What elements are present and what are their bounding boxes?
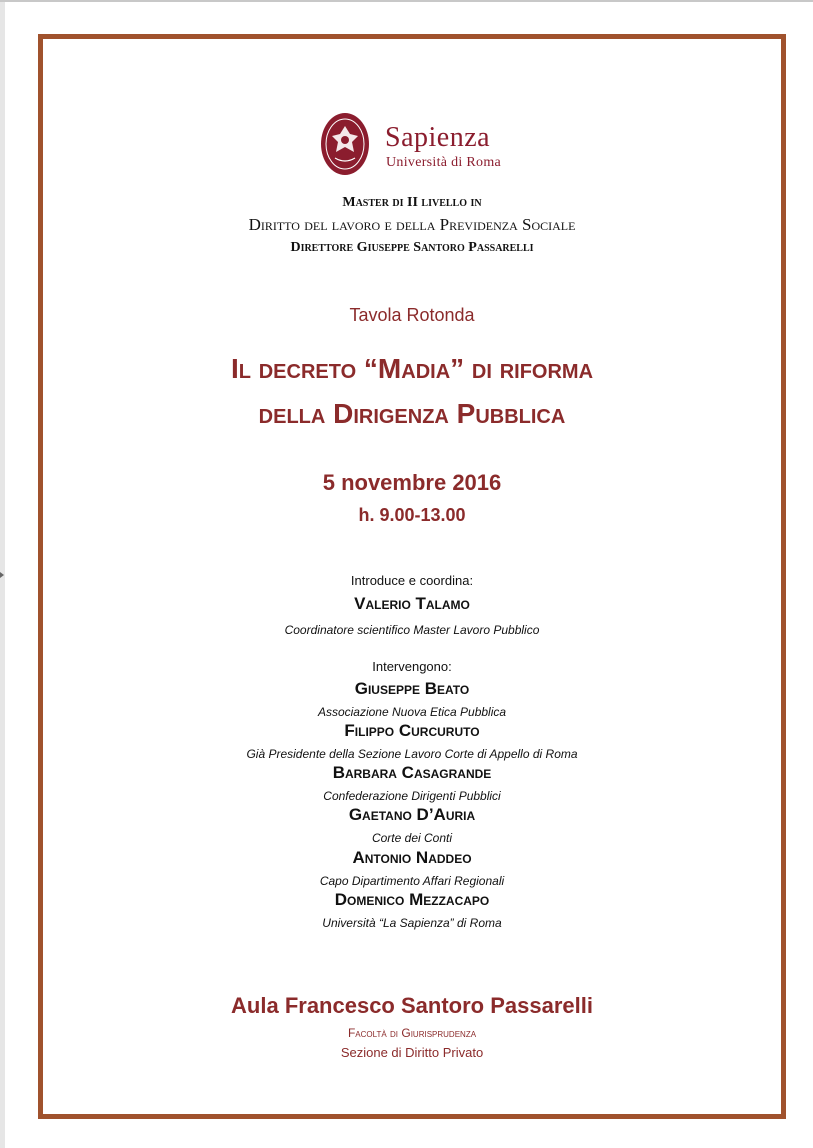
speaker-role: Università “La Sapienza” di Roma [322, 916, 502, 930]
master-director: Direttore Giuseppe Santoro Passarelli [290, 240, 534, 255]
flyer-frame [38, 34, 786, 1119]
master-program: Diritto del lavoro e della Previdenza Sociale [248, 215, 576, 234]
event-title-line2: della Dirigenza Pubblica [258, 398, 566, 429]
speaker-role: Già Presidente della Sezione Lavoro Corte di Appello di Roma [246, 747, 578, 761]
speaker-role: Capo Dipartimento Affari Regionali [319, 874, 505, 888]
master-level: Master di II livello in [342, 195, 482, 210]
moderator-role: Coordinatore scientifico Master Lavoro Pubblico [284, 623, 540, 637]
moderator-name: Valerio Talamo [354, 594, 470, 613]
university-seal-icon [320, 112, 370, 176]
venue-faculty: Facoltà di Giurisprudenza [347, 1026, 477, 1040]
speaker-name: Giuseppe Beato [354, 679, 470, 698]
intro-label: Introduce e coordina: [350, 573, 474, 588]
event-title-line1: Il decreto “Madia” di riforma [230, 353, 594, 384]
speaker-role: Corte dei Conti [371, 831, 453, 845]
speakers-label: Intervengono: [372, 659, 452, 674]
university-name: Sapienza [385, 122, 491, 153]
viewer-top-edge [0, 0, 813, 2]
event-date: 5 novembre 2016 [322, 470, 502, 495]
speaker-role: Confederazione Dirigenti Pubblici [323, 789, 501, 803]
speaker-name: Gaetano D’Auria [348, 805, 476, 824]
venue-hall: Aula Francesco Santoro Passarelli [231, 993, 593, 1018]
event-type: Tavola Rotonda [349, 305, 475, 325]
venue-section: Sezione di Diritto Privato [340, 1045, 484, 1060]
speaker-name: Barbara Casagrande [332, 763, 492, 782]
page-marker-icon [0, 572, 4, 578]
event-time: h. 9.00-13.00 [358, 505, 466, 525]
speaker-name: Filippo Curcuruto [344, 721, 480, 740]
speaker-role: Associazione Nuova Etica Pubblica [317, 705, 507, 719]
speaker-name: Antonio Naddeo [352, 848, 472, 867]
university-subtitle: Università di Roma [386, 155, 502, 170]
speaker-name: Domenico Mezzacapo [334, 890, 490, 909]
